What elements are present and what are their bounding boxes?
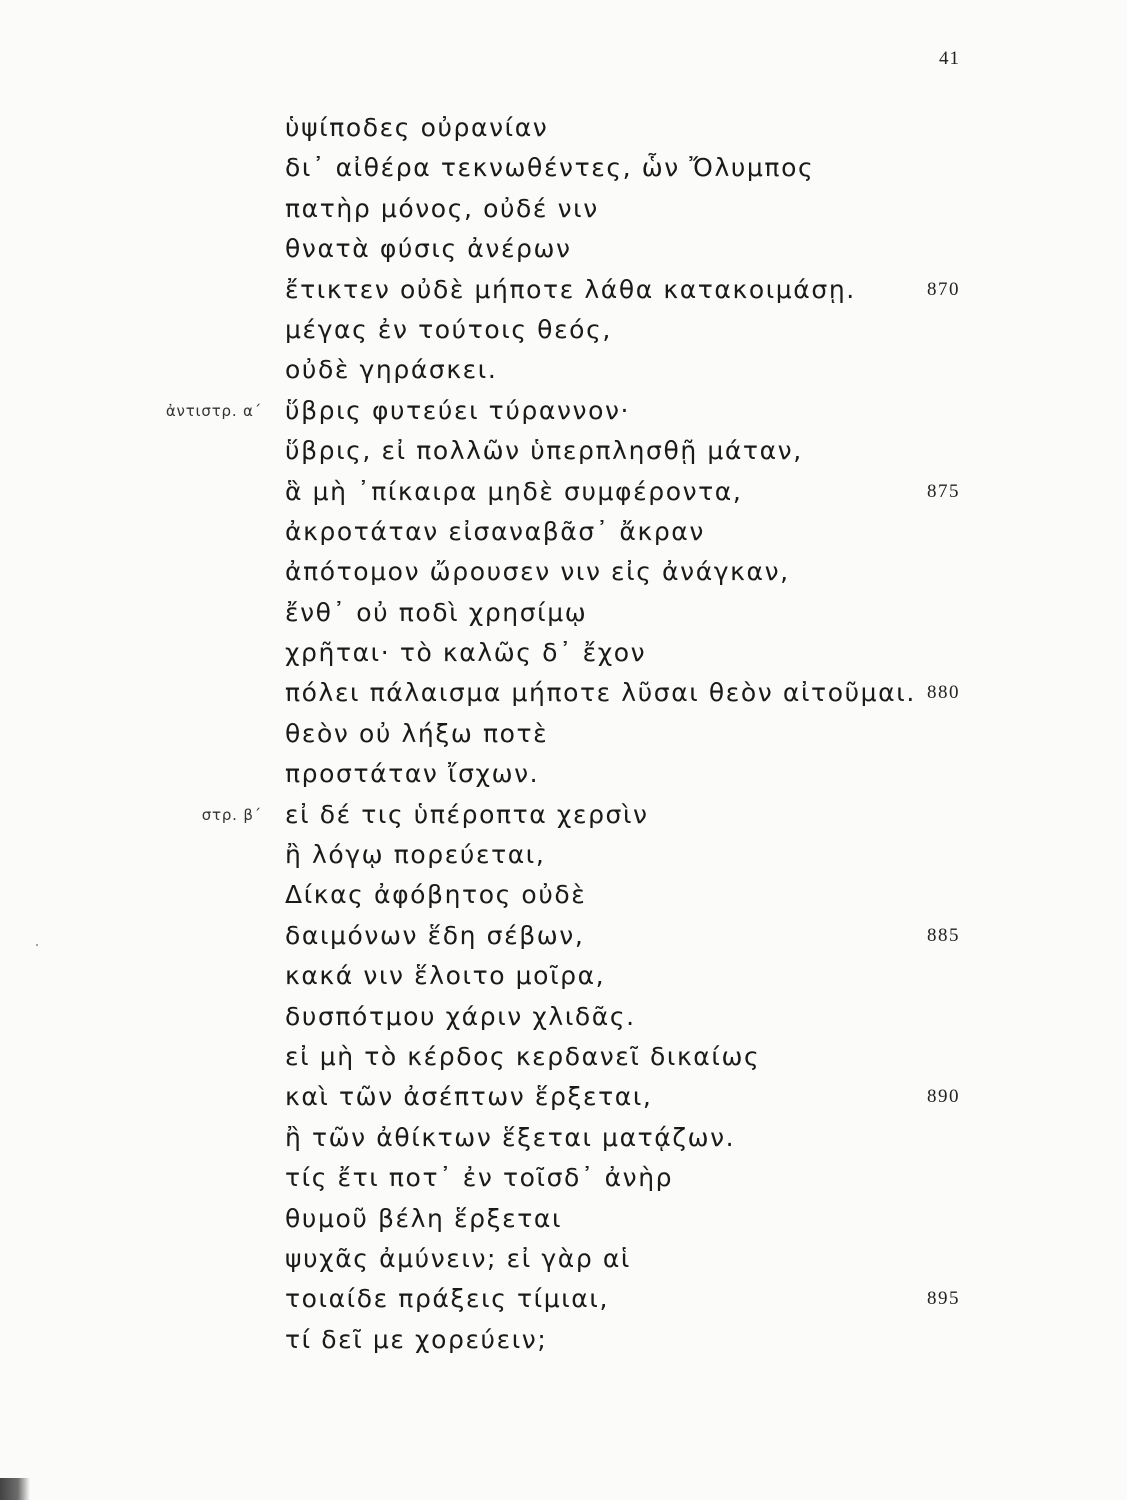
verse-text: δι᾽ αἰθέρα τεκνωθέντες, ὧν Ὄλυμπος — [285, 153, 815, 183]
verse-line — [0, 1037, 1127, 1077]
verse-text: εἰ δέ τις ὑπέροπτα χερσὶν — [285, 799, 649, 829]
verse-text: ἃ μὴ ᾽πίκαιρα μηδὲ συμφέροντα, — [285, 476, 743, 506]
verse-text: μέγας ἐν τούτοις θεός, — [285, 314, 612, 344]
verse-text: τί δεῖ με χορεύειν; — [285, 1324, 548, 1354]
scan-edge-mark — [0, 1478, 30, 1500]
verse-line — [0, 431, 1127, 471]
line-number: 880 — [927, 682, 960, 704]
verse-text: τίς ἔτι ποτ᾽ ἐν τοῖσδ᾽ ἀνὴρ — [285, 1163, 674, 1193]
verse-text: ἔνθ᾽ οὐ ποδὶ χρησίμῳ — [285, 597, 588, 627]
verse-line — [0, 673, 1127, 713]
verse-line — [0, 997, 1127, 1037]
verse-text: ὕβρις, εἰ πολλῶν ὑπερπλησθῇ μάταν, — [285, 436, 803, 466]
line-number: 885 — [927, 924, 960, 946]
line-number: 870 — [927, 278, 960, 300]
verse-text: θυμοῦ βέλη ἕρξεται — [285, 1203, 563, 1233]
verse-line — [0, 189, 1127, 229]
verse-text: δυσπότμου χάριν χλιδᾶς. — [285, 1001, 636, 1031]
verse-text: ἀπότομον ὤρουσεν νιν εἰς ἀνάγκαν, — [285, 557, 790, 587]
verse-line — [0, 1239, 1127, 1279]
verse-text: ἀκροτάταν εἰσαναβᾶσ᾽ ἄκραν — [285, 516, 705, 546]
verse-text: τοιαίδε πράξεις τίμιαι, — [285, 1284, 609, 1314]
verse-line — [0, 754, 1127, 794]
verse-text: ἔτικτεν οὐδὲ μήποτε λάθα κατακοιμάσῃ. — [285, 274, 856, 304]
verse-line — [0, 512, 1127, 552]
page-number: 41 — [939, 48, 960, 69]
line-number: 890 — [927, 1086, 960, 1108]
verse-text: πατὴρ μόνος, οὐδέ νιν — [285, 193, 599, 223]
verse-line — [0, 916, 1127, 956]
verse-line — [0, 552, 1127, 592]
verse-text: πόλει πάλαισμα μήποτε λῦσαι θεὸν αἰτοῦμαι. — [285, 678, 916, 708]
verse-line — [0, 1077, 1127, 1117]
verse-line — [0, 956, 1127, 996]
verse-text: προστάταν ἴσχων. — [285, 759, 540, 789]
verse-line — [0, 148, 1127, 188]
verse-line — [0, 593, 1127, 633]
verse-line — [0, 391, 1127, 431]
verse-line — [0, 714, 1127, 754]
verse-text: ψυχᾶς ἀμύνειν; εἰ γὰρ αἱ — [285, 1243, 631, 1273]
verse-line — [0, 270, 1127, 310]
verse-text: εἰ μὴ τὸ κέρδος κερδανεῖ δικαίως — [285, 1041, 761, 1071]
line-number: 895 — [927, 1288, 960, 1310]
verse-line — [0, 1199, 1127, 1239]
verse-block — [0, 108, 1127, 1360]
verse-line — [0, 835, 1127, 875]
verse-line — [0, 1158, 1127, 1198]
section-label: στρ. β΄ — [201, 805, 262, 824]
verse-text: θνατὰ φύσις ἀνέρων — [285, 234, 572, 264]
verse-line — [0, 472, 1127, 512]
verse-text: καὶ τῶν ἀσέπτων ἕρξεται, — [285, 1082, 653, 1112]
verse-text: θεὸν οὐ λήξω ποτὲ — [285, 718, 549, 748]
verse-text: ὕβρις φυτεύει τύραννον· — [285, 395, 631, 425]
verse-text: ὑψίποδες οὐρανίαν — [285, 113, 549, 142]
verse-text: ἢ τῶν ἀθίκτων ἕξεται ματᾴζων. — [285, 1122, 736, 1152]
verse-text: χρῆται· τὸ καλῶς δ᾽ ἔχον — [285, 638, 647, 668]
verse-line — [0, 633, 1127, 673]
scan-speck — [36, 944, 38, 946]
line-number: 875 — [927, 480, 960, 502]
verse-text: ἢ λόγῳ πορεύεται, — [285, 840, 546, 870]
verse-text: Δίκας ἀφόβητος οὐδὲ — [285, 880, 587, 910]
verse-line — [0, 1118, 1127, 1158]
verse-line — [0, 108, 1127, 148]
verse-line — [0, 795, 1127, 835]
verse-line — [0, 229, 1127, 269]
verse-line — [0, 1320, 1127, 1360]
verse-text: οὐδὲ γηράσκει. — [285, 355, 498, 385]
verse-text: κακά νιν ἕλοιτο μοῖρα, — [285, 961, 606, 991]
verse-line — [0, 350, 1127, 390]
verse-line — [0, 875, 1127, 915]
section-label: ἀντιστρ. α΄ — [165, 401, 262, 420]
verse-text: δαιμόνων ἕδη σέβων, — [285, 920, 585, 950]
verse-line — [0, 1279, 1127, 1319]
verse-line — [0, 310, 1127, 350]
